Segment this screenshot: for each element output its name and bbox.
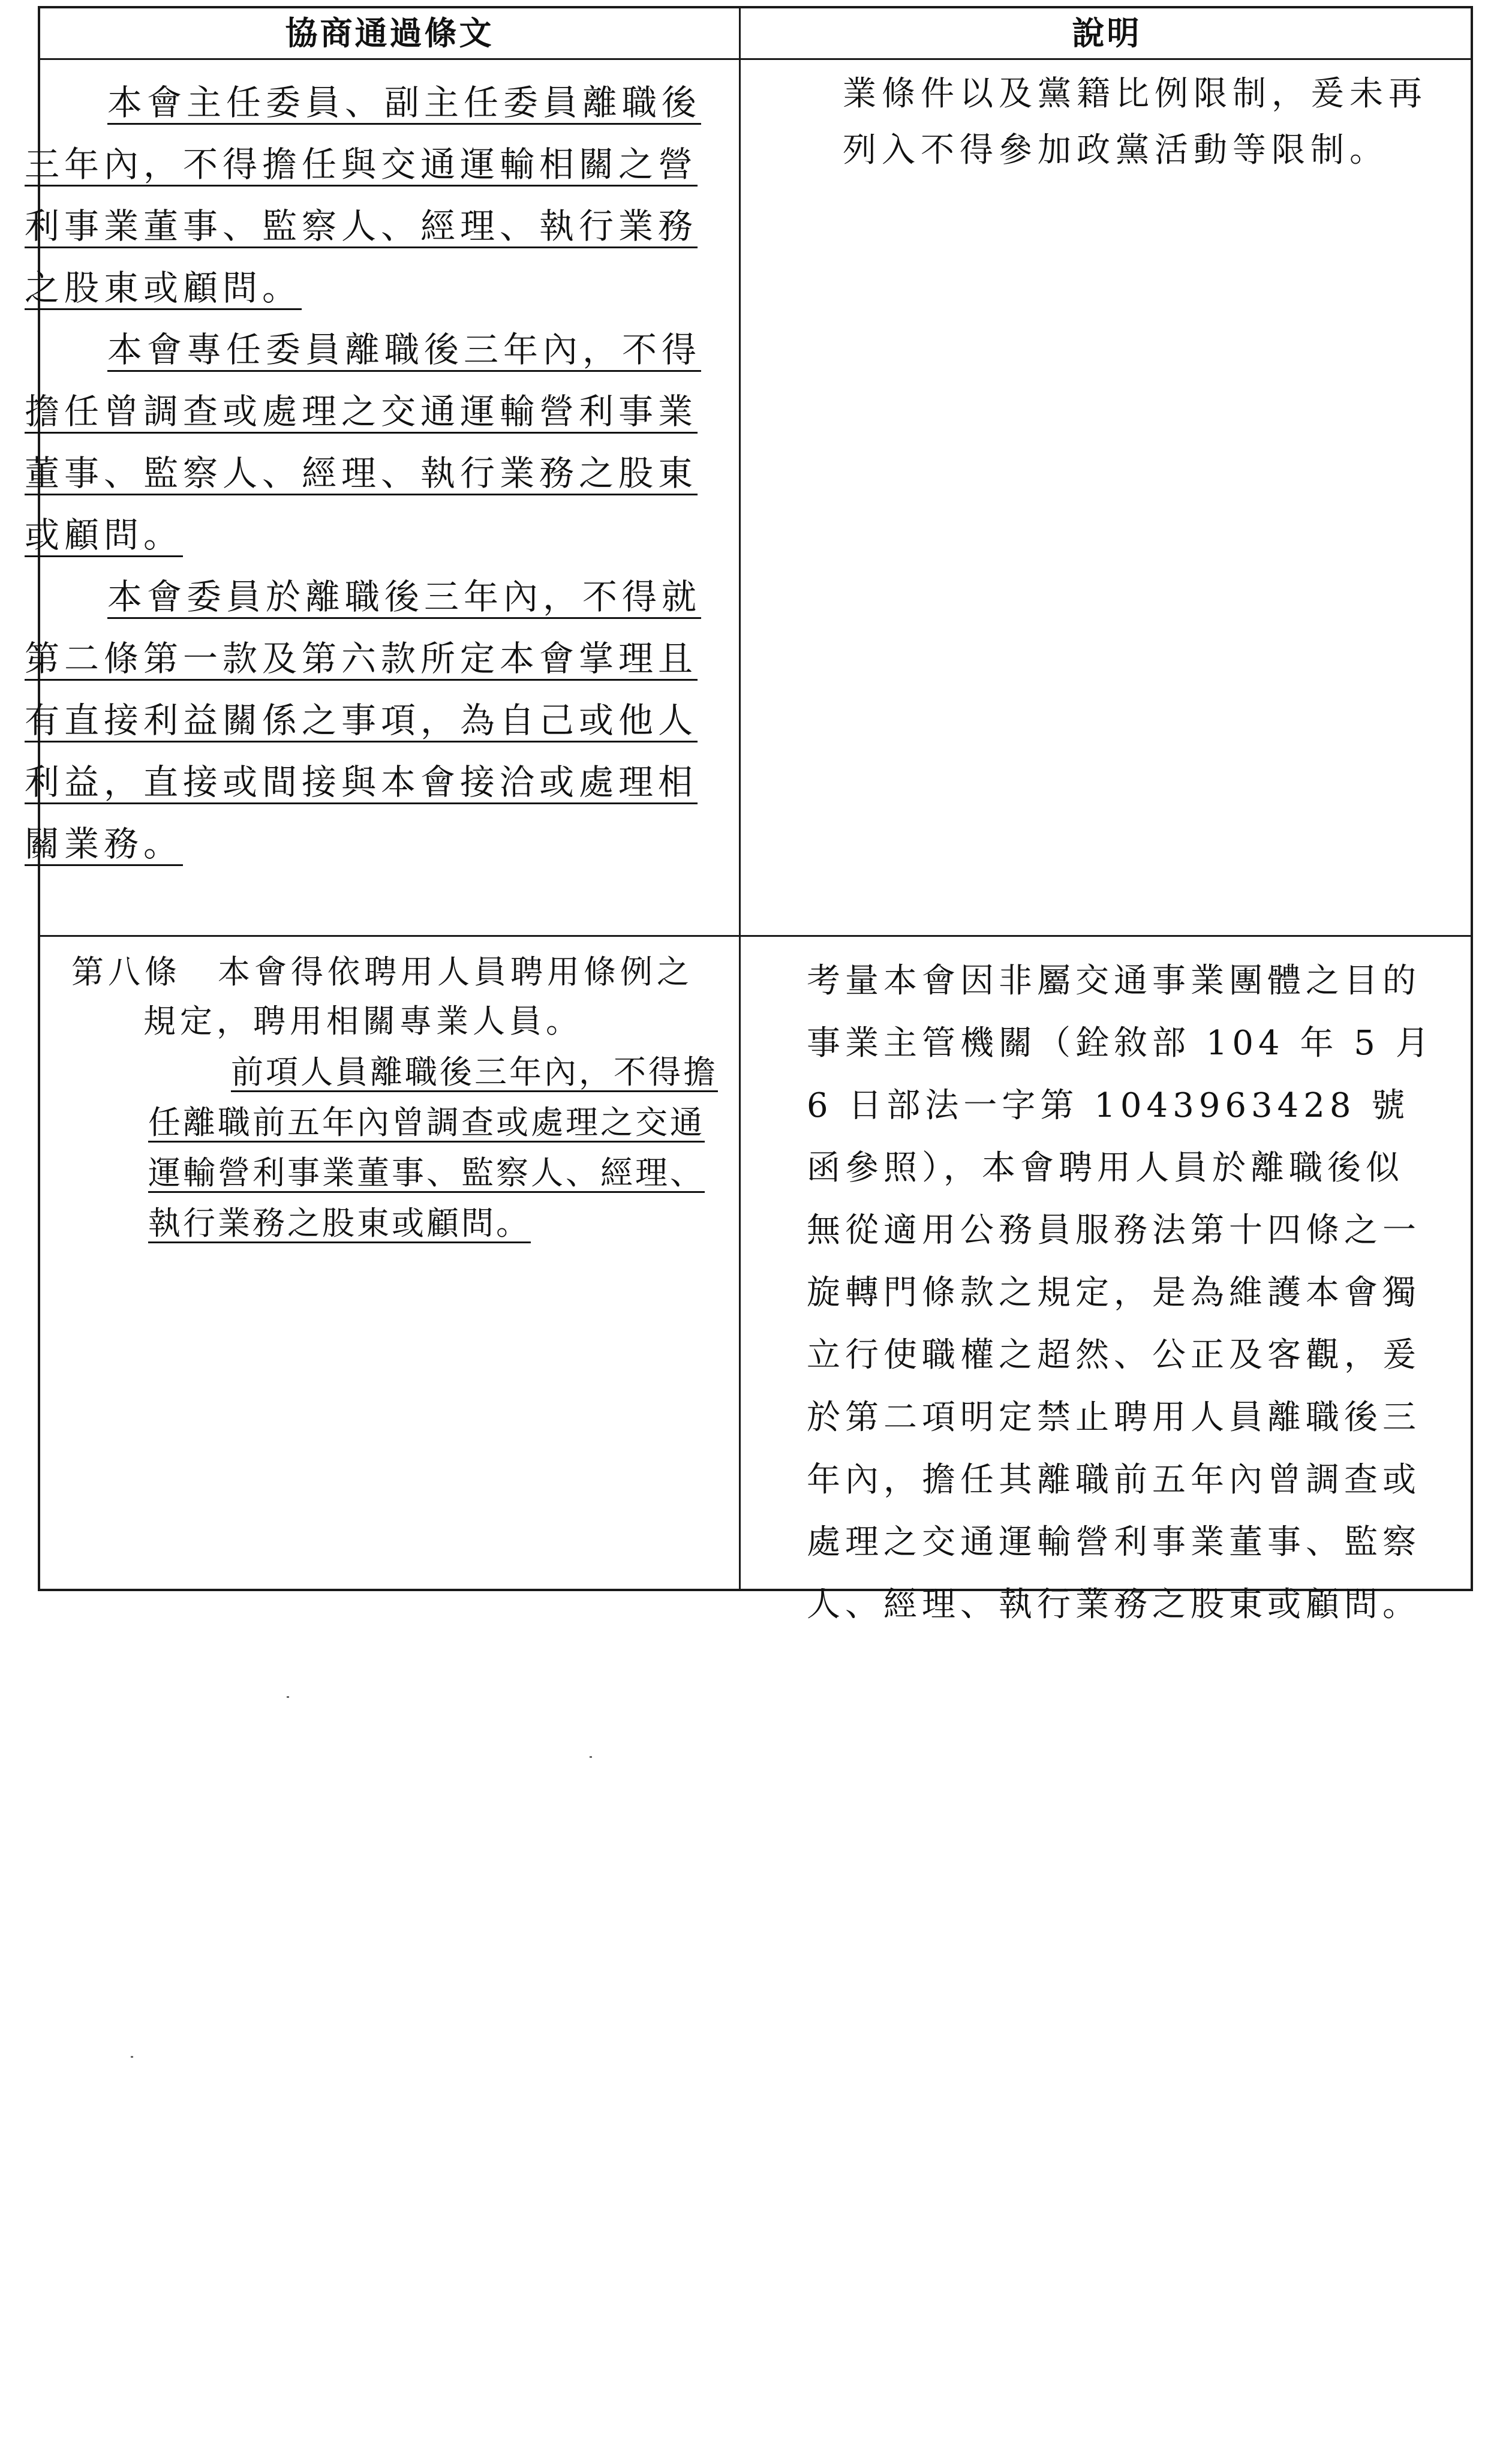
explanation-continued-text: 業條件以及黨籍比例限制，爰未再列入不得參加政黨活動等限制。 xyxy=(843,74,1427,170)
article-eight-text: 第八條 本會得依聘用人員聘用條例之規定，聘用相關專業人員。 xyxy=(71,953,693,1040)
row1-article-cell xyxy=(25,60,739,935)
article-paragraph-chair: 本會主任委員、副主任委員離職後三年內，不得擔任與交通運輸相關之營利事業董事、監察人、經理、執行業務之股東或顧問。 xyxy=(25,82,702,308)
header-negotiated-articles: 協商通過條文 xyxy=(285,14,494,52)
scan-speck xyxy=(590,1756,592,1758)
article-paragraph-member: 本會委員於離職後三年內，不得就第二條第一款及第六款所定本會掌理且有直接利益關係之事項，為自己或他人利益，直接或間接與本會接洽或處理相關業務。 xyxy=(25,576,702,864)
row2-explanation-cell xyxy=(741,937,1473,1624)
article-eight-paragraph-two: 前項人員離職後三年內，不得擔任離職前五年內曾調查或處理之交通運輸營利事業董事、監察人、經理、執行業務之股東或顧問。 xyxy=(148,1053,718,1242)
row1-explanation-cell xyxy=(741,60,1473,935)
comparison-table xyxy=(25,6,1473,1624)
scan-speck xyxy=(131,2056,133,2058)
article-paragraph-fulltime-member: 本會專任委員離職後三年內，不得擔任曾調查或處理之交通運輸營利事業董事、監察人、經理、執行業務之股東或顧問。 xyxy=(25,329,702,555)
scan-speck xyxy=(287,1696,289,1698)
article-eight-explanation: 考量本會因非屬交通事業團體之目的事業主管機關（銓敘部 104 年 5 月 6 日部法一字第 1043963428 號函參照），本會聘用人員於離職後似無從適用公務員服務法第十四條之一旋轉門條款之規定，是為維護本會獨立行使職權之超然、公正及客觀，爰於第二項明定禁止聘用人員離職後三年內，擔任其離職前五年內曾調查或處理之交通運輸營利事業董事、監察人、經理、執行業務之股東或顧問。 xyxy=(807,961,1434,1624)
row2-article-cell xyxy=(40,937,739,1591)
header-explanation: 說明 xyxy=(1072,14,1142,52)
